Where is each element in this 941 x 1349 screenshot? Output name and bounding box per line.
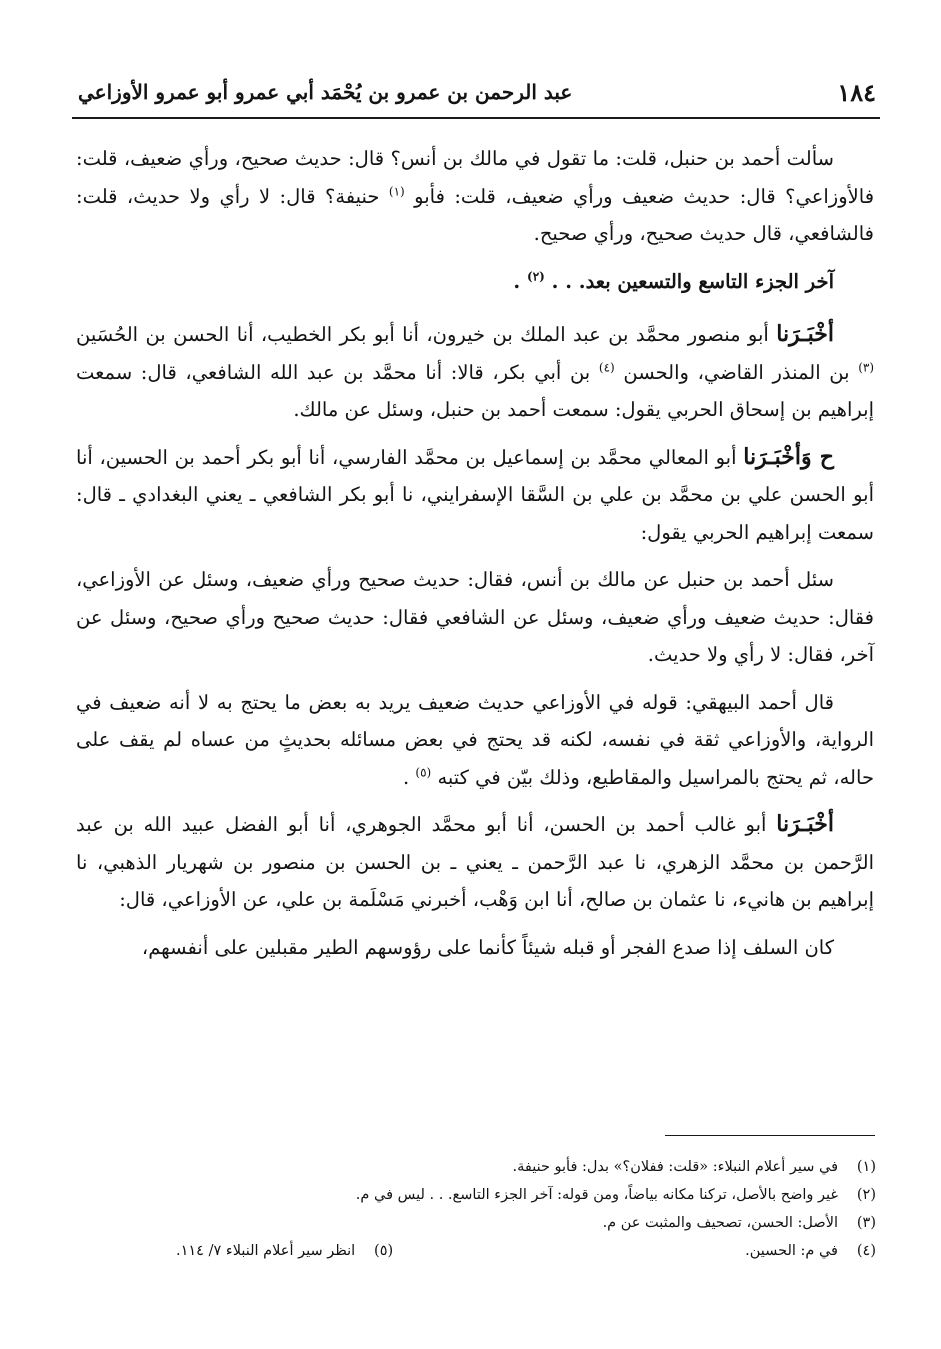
page-number: ١٨٤	[837, 78, 876, 107]
paragraph-7: أخْبَـرَنا أبو غالب أحمد بن الحسن، أنا أبو محمَّد الجوهري، أنا أبو الفضل عبيد الله بن عبد الرَّحمن بن محمَّد الزهري، نا عبد الرَّحمن ـ يعني ـ بن الحسن بن منصور بن شهريار الذهبي، نا إبراهيم بن هانيء، نا عثمان بن صالح، أنا ابن وَهْب، أخبرني مَسْلَمة بن علي، عن الأوزاعي، قال:	[76, 811, 874, 911]
footnote-4: (٤) في م: الحسين.	[745, 1243, 876, 1259]
paragraph-8: كان السلف إذا صدع الفجر أو قبله شيئاً كأنما على رؤوسهم الطير مقبلين على أنفسهم،	[141, 935, 834, 959]
main-text	[76, 140, 874, 976]
footnote-ref-5: (٥)	[415, 765, 432, 779]
paragraph-1: سألت أحمد بن حنبل، قلت: ما تقول في مالك بن أنس؟ قال: حديث صحيح، ورأي ضعيف، قلت: فالأوزاعي؟ قال: حديث ضعيف ورأي ضعيف، قلت: فأبو $^{(١)}$ حنيفة؟ قال: لا رأي ولا حديث، قلت: فالشافعي، قال حديث صحيح، ورأي صحيح.	[76, 147, 875, 245]
footnotes	[76, 1153, 876, 1265]
footnote-1: (١) في سير أعلام النبلاء: «قلت: ففلان؟» بدل: فأبو حنيفة.	[512, 1159, 876, 1175]
running-title: عبد الرحمن بن عمرو بن يُحْمَد أبي عمرو أبو عمرو الأوزاعي	[78, 80, 573, 104]
paragraph-6: قال أحمد البيهقي: قوله في الأوزاعي حديث ضعيف يريد به بعض ما يحتج به لا أنه ضعيف في الرواية، والأوزاعي ثقة في نفسه، لكنه قد يحتج في بعض مسائله بحديثٍ من عساه لم يقف على حاله، ثم يحتج بالمراسيل والمقاطيع، وذلك بيّن في كتبه $^{(٥)}$ .	[76, 690, 874, 789]
footnote-row-4-5	[176, 1237, 876, 1265]
footnote-ref-2: (٢)	[527, 269, 545, 283]
page-header	[72, 78, 882, 112]
paragraph-5: سئل أحمد بن حنبل عن مالك بن أنس، فقال: حديث صحيح ورأي ضعيف، وسئل عن الأوزاعي، فقال: حديث ضعيف ورأي ضعيف، وسئل عن الشافعي فقال: حديث صحيح ورأي صحيح، وسئل عن آخر، فقال: لا رأي ولا حديث.	[76, 568, 874, 666]
footnote-ref-1: (١)	[388, 184, 405, 198]
footnote-3: (٣) الأصل: الحسن، تصحيف والمثبت عن م.	[602, 1215, 876, 1231]
footnote-separator	[665, 1135, 875, 1136]
header-rule	[72, 117, 880, 119]
paragraph-part-end: آخر الجزء التاسع والتسعين بعد. . . $^{(٢)}$ .	[513, 269, 834, 293]
isnad-lead-word: أخْبَـرَنا	[776, 321, 834, 347]
isnad-lead-word: أخْبَـرَنا	[776, 811, 834, 837]
isnad-lead-word: ح وَأخْبَـرَنا	[743, 443, 834, 470]
paragraph-3: أخْبَـرَنا أبو منصور محمَّد بن عبد الملك بن خيرون، أنا أبو بكر الخطيب، أنا الحسن بن الحُسَين $^{(٣)}$ بن المنذر القاضي، والحسن $^{(٤)}$ بن أبي بكر، قالا: أنا محمَّد بن عبد الله الشافعي، قال: سمعت إبراهيم بن إسحاق الحربي يقول: سمعت أحمد بن حنبل، وسئل عن مالك.	[76, 321, 875, 421]
footnote-2: (٢) غير واضح بالأصل، تركنا مكانه بياضاً، ومن قوله: آخر الجزء التاسع. . . ليس في م.	[355, 1187, 876, 1203]
footnote-ref-3: (٣)	[858, 360, 875, 374]
footnote-5: (٥) انظر سير أعلام النبلاء ٧/ ١١٤.	[176, 1243, 394, 1259]
footnote-ref-4: (٤)	[598, 360, 615, 374]
paragraph-4: ح وَأخْبَـرَنا أبو المعالي محمَّد بن إسماعيل بن محمَّد الفارسي، أنا أبو بكر أحمد بن الحسين، أنا أبو الحسن علي بن محمَّد بن علي بن السَّقا الإسفرايني، نا أبو بكر الشافعي ـ يعني البغدادي ـ قال: سمعت إبراهيم الحربي يقول:	[76, 443, 874, 544]
